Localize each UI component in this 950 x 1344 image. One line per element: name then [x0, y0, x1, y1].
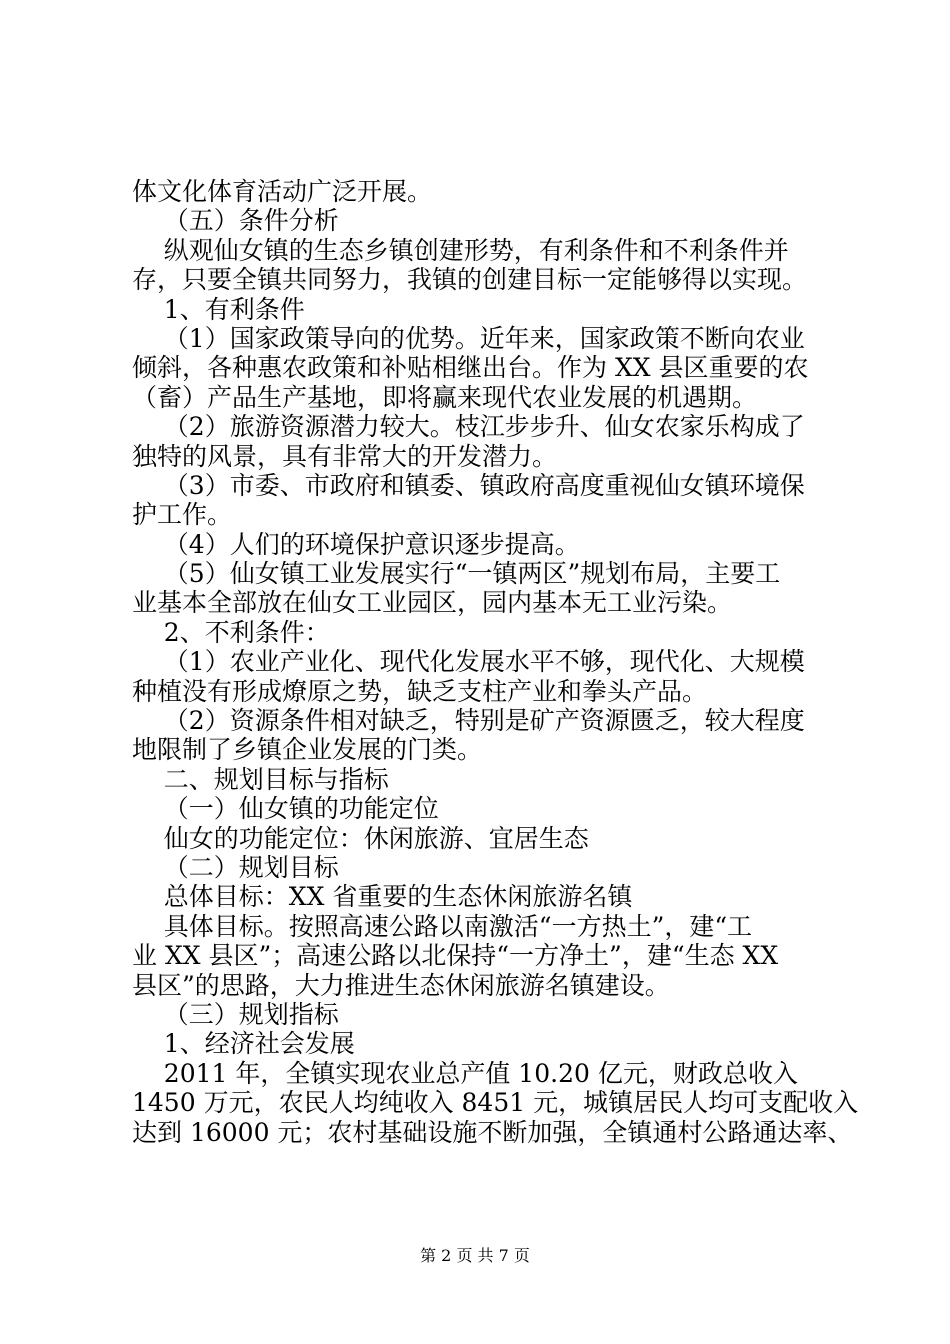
chapter-heading: 二、规划目标与指标 — [132, 764, 389, 794]
text-line: 总体目标：XX 省重要的生态休闲旅游名镇 — [132, 882, 633, 912]
text-line: 纵观仙女镇的生态乡镇创建形势，有利条件和不利条件并 — [132, 235, 789, 265]
text-line: （5）仙女镇工业发展实行“一镇两区”规划布局，主要工 — [132, 559, 781, 589]
text-line: 具体目标。按照高速公路以南激活“一方热土”，建“工 — [132, 911, 753, 941]
subsection-heading: 1、经济社会发展 — [132, 1029, 355, 1059]
text-line: 护工作。 — [132, 500, 233, 530]
text-line: 存，只要全镇共同努力，我镇的创建目标一定能够得以实现。 — [132, 265, 808, 295]
section-heading: （五）条件分析 — [132, 206, 339, 236]
text-line: 县区”的思路，大力推进生态休闲旅游名镇建设。 — [132, 970, 670, 1000]
text-line: 1450 万元，农民人均纯收入 8451 元，城镇居民人均可支配收入 — [132, 1088, 859, 1118]
text-line: （1）农业产业化、现代化发展水平不够，现代化、大规模 — [132, 647, 805, 677]
text-line: 种植没有形成燎原之势，缺乏支柱产业和拳头产品。 — [132, 676, 708, 706]
text-line: （2）旅游资源潜力较大。枝江步步升、仙女农家乐构成了 — [132, 412, 805, 442]
section-heading: （二）规划目标 — [132, 852, 339, 882]
text-line: （畜）产品生产基地，即将赢来现代农业发展的机遇期。 — [132, 382, 758, 412]
text-line: 倾斜，各种惠农政策和补贴相继出台。作为 XX 县区重要的农 — [132, 353, 809, 383]
document-body — [132, 177, 859, 1147]
text-line: 业基本全部放在仙女工业园区，园内基本无工业污染。 — [132, 588, 733, 618]
text-line: 2011 年，全镇实现农业总产值 10.20 亿元，财政总收入 — [132, 1058, 798, 1088]
text-line: 仙女的功能定位：休闲旅游、宜居生态 — [132, 823, 589, 853]
text-line: （3）市委、市政府和镇委、镇政府高度重视仙女镇环境保 — [132, 470, 805, 500]
text-line: 独特的风景，具有非常大的开发潜力。 — [132, 441, 558, 471]
text-line: （2）资源条件相对缺乏，特别是矿产资源匮乏，较大程度 — [132, 706, 805, 736]
text-line: 业 XX 县区”；高速公路以北保持“一方净土”，建“生态 XX — [132, 941, 779, 971]
text-line: （4）人们的环境保护意识逐步提高。 — [132, 529, 580, 559]
section-heading: （一）仙女镇的功能定位 — [132, 794, 439, 824]
section-heading: （三）规划指标 — [132, 999, 339, 1029]
text-line: 体文化体育活动广泛开展。 — [132, 177, 433, 206]
page-footer: 第 2 页 共 7 页 — [420, 1246, 530, 1265]
text-line: 地限制了乡镇企业发展的门类。 — [132, 735, 483, 765]
subsection-heading: 1、有利条件 — [132, 294, 305, 324]
text-line: 达到 16000 元；农村基础设施不断加强，全镇通村公路通达率、 — [132, 1117, 853, 1147]
subsection-heading: 2、不利条件： — [132, 617, 330, 647]
text-line: （1）国家政策导向的优势。近年来，国家政策不断向农业 — [132, 323, 805, 353]
